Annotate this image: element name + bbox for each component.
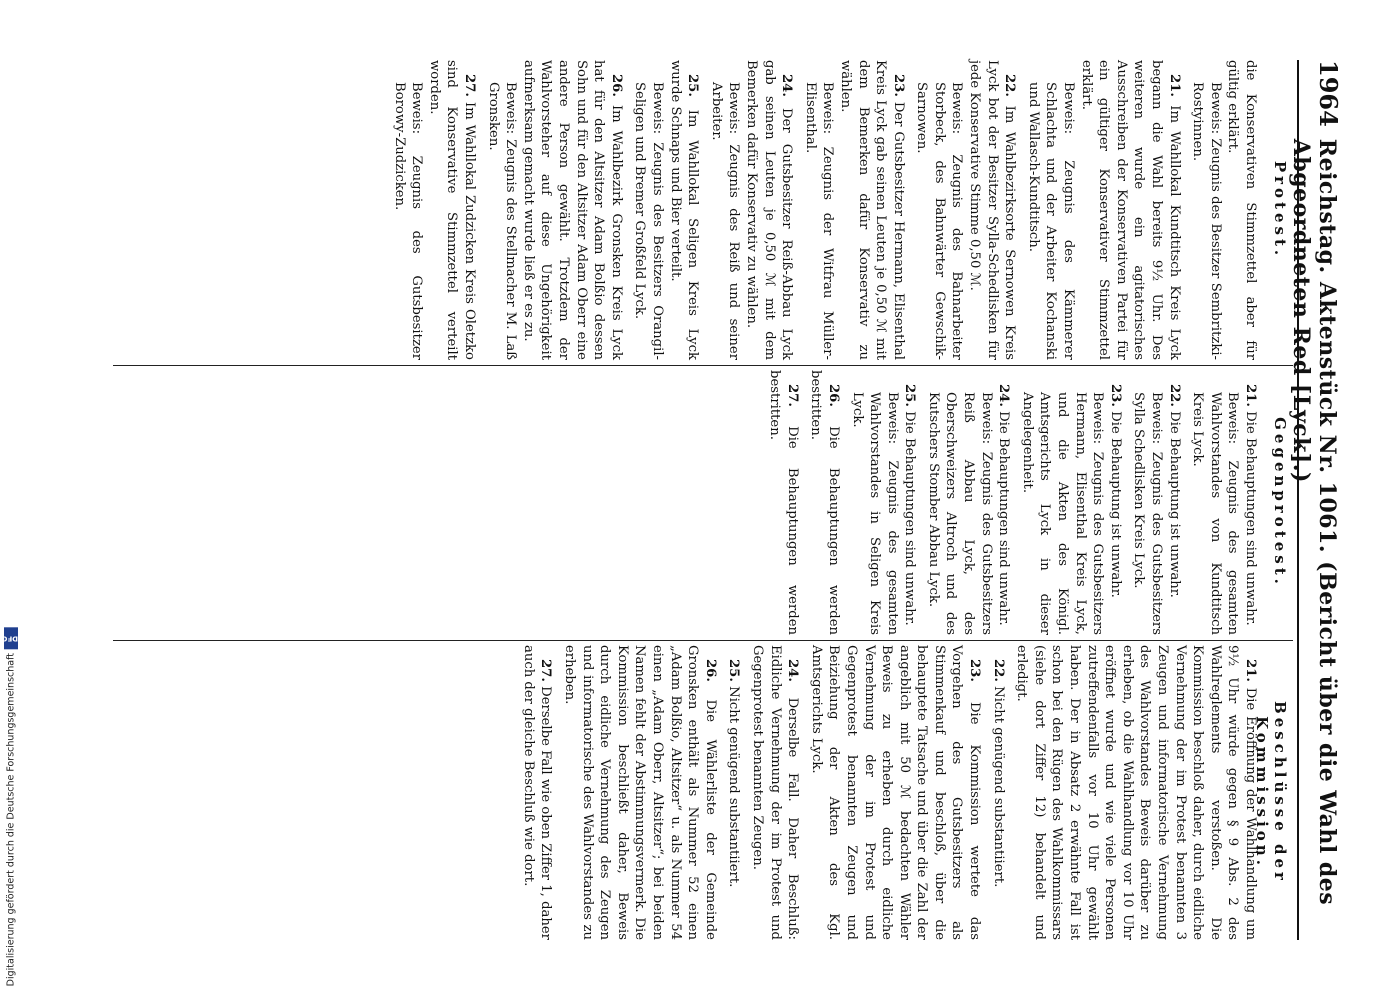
protest-entry	[913, 60, 1019, 360]
kommission-entry-text: Die Eröffnung der Wahlhandlung um 9½ Uhr würde gegen § 9 Abs. 2 des Wahlreglements verstoßen. Die Kommission beschloß daher, durch eidliche Vernehmung der im Protest benannten 3 Zeugen und informatorische Vernehmung des Wahlvorstandes Beweis darüber zu erheben, ob die Wahlhandlung vor 10 Uhr eröffnet wurde und wie viele Personen zutreffendenfalls vor 10 Uhr gewählt haben. Der in Absatz 2 erwähnte Fall ist schon bei den Rügen des Wahlkommissars (siehe dort Ziffer 12) behandelt und erledigt.	[1014, 645, 1258, 940]
protest-intro-beweis: Beweis: Zeugnis des Besitzer Sembritzki-Rostyinnen.	[1190, 82, 1223, 360]
gegenprotest-entry-text: Die Behauptungen sind unwahr.	[1243, 411, 1258, 626]
gegenprotest-entry	[807, 370, 842, 635]
protest-entry-number: 22.	[1002, 74, 1018, 97]
protest-entry	[390, 60, 478, 360]
kommission-entry-text: Derselbe Fall. Daher Beschluß: Eidliche Vernehmung der im Protest und Gegenprotest benannten Zeugen.	[749, 645, 801, 940]
protest-entry-text: Der Gutsbesitzer Reiß-Abbau Lyck gab seinen Leuten je 0,50 ℳ mit dem Bemerken dafür Konservativ zu wählen.	[743, 60, 795, 360]
kommission-entry-number: 21.	[1243, 659, 1258, 682]
protest-entry-number: 24.	[779, 74, 795, 97]
gegenprotest-entry	[1018, 370, 1124, 635]
kommission-entry-paragraph	[1013, 645, 1259, 940]
kommission-entry	[807, 645, 983, 940]
kommission-entry	[748, 645, 801, 940]
protest-entry	[484, 60, 625, 360]
protest-entry-number: 27.	[462, 74, 478, 97]
kommission-entry-number: 22.	[990, 659, 1006, 682]
gegenprotest-entry-text: Die Behauptungen werden bestritten.	[767, 370, 800, 635]
protest-entry-beweis: Beweis: Zeugnis des Kämmerer Schlachta und der Arbeiter Kochanski und Wallasch-Kundtitsch.	[1025, 82, 1077, 360]
kommission-entry-paragraph	[989, 645, 1007, 940]
protest-entry-text: Im Wahllokal Kundtitsch Kreis Lyck begann die Wahl bereits 9½ Uhr. Des weiteren wurde ein agitatorisches Ausschreiben der Konservativen Partei für ein gültiger Konservativer Stimmzettel erklärt.	[1078, 60, 1182, 360]
protest-entry-paragraph	[742, 60, 795, 360]
kommission-entry-text: Derselbe Fall wie oben Ziffer 1, daher auch der gleiche Beschluß wie dort.	[520, 645, 554, 940]
kommission-entry-paragraph	[725, 645, 743, 940]
kommission-entry-number: 23.	[967, 659, 983, 682]
kommission-entry	[560, 645, 718, 940]
protest-entry-number: 23.	[890, 74, 906, 97]
gegenprotest-entry-paragraph	[901, 370, 919, 635]
gegenprotest-entry-number: 26.	[825, 384, 841, 407]
protest-entry-beweis: Beweis: Zeugnis des Bahnarbeiter Storbeck, des Bahnwärter Gewschik-Sarnowen.	[914, 82, 965, 360]
kommission-entry	[519, 645, 554, 940]
protest-entry-text: Im Wahlbezirksorte Sernowen Kreis Lyck bot der Besitzer Sylla-Schedlisken für jede Konservative Stimme 0,50 ℳ.	[967, 60, 1018, 360]
page-title: Reichstag. Aktenstück Nr. 1061. (Bericht über die Wahl des Abgeordneten Red [Lyck].)	[1288, 138, 1340, 906]
protest-entry-number: 25.	[685, 74, 701, 97]
protest-entry	[707, 60, 795, 360]
running-header	[1288, 60, 1343, 940]
gegenprotest-entry-paragraph	[766, 370, 801, 635]
protest-entry-paragraph	[425, 60, 478, 360]
kommission-entry-number: 25.	[726, 659, 742, 682]
protest-entry-beweis: Beweis: Zeugnis des Reiß und seiner Arbeiter.	[708, 82, 742, 360]
protest-intro	[1189, 60, 1259, 360]
gegenprotest-entry	[924, 370, 1012, 635]
protest-entry-beweis: Beweis: Zeugnis der Witfrau Müller-Elisenthal.	[802, 82, 836, 360]
gegenprotest-entry-beweis: Beweis: Zeugnis des Gutsbesitzers Sylla Schedlisken Kreis Lyck.	[1131, 392, 1165, 635]
gegenprotest-entry-text: Die Behauptung ist unwahr.	[1107, 411, 1123, 598]
kommission-entry-text: Nicht genügend substantiiert.	[726, 686, 742, 888]
gegenprotest-entry-paragraph	[1165, 370, 1183, 635]
gegenprotest-entry-number: 22.	[1166, 384, 1182, 407]
protest-entry-number: 21.	[1166, 74, 1182, 97]
gegenprotest-entry-beweis: Beweis: Zeugnis des gesamten Wahlvorstandes in Seligen Kreis Lyck.	[849, 392, 900, 635]
gegenprotest-entry-number: 24.	[996, 384, 1012, 407]
protest-entry	[1024, 60, 1182, 360]
kommission-entry-paragraph	[748, 645, 801, 940]
gegenprotest-entry	[1130, 370, 1183, 635]
kommission-entry-text: Nicht genügend substantiiert.	[990, 686, 1006, 888]
kommission-entries	[519, 645, 1259, 940]
funding-note	[1, 627, 18, 986]
kommission-heading: Beschlüsse der Kommission.	[1253, 701, 1289, 884]
protest-entry-paragraph	[836, 60, 906, 360]
kommission-entry-paragraph	[560, 645, 718, 940]
gegenprotest-heading: Gegenprotest.	[1271, 417, 1289, 588]
gegenprotest-entry-paragraph	[807, 370, 842, 635]
protest-entry-beweis: Beweis: Zeugnis des Gutsbesitzer Borowy-Zudzicken.	[391, 82, 425, 360]
gegenprotest-entry-paragraph	[1241, 370, 1259, 635]
page-content	[43, 60, 1343, 940]
protest-entry-text: Der Gutsbesitzer Hermann, Elisenthal Kreis Lyck gab seinen Leuten je 0,50 ℳ mit dem Bemerken dafür Konservativ zu wählen.	[837, 60, 906, 360]
gegenprotest-entry	[1189, 370, 1259, 635]
protest-heading: Protest.	[1271, 160, 1289, 260]
protest-entry-beweis: Beweis: Zeugnis des Stellmacher M. Laß Gronsken.	[485, 82, 519, 360]
kommission-entry-number: 27.	[538, 659, 554, 682]
gegenprotest-entry-number: 27.	[784, 384, 800, 407]
protest-entry	[631, 60, 701, 360]
gegenprotest-entry-paragraph	[1106, 370, 1124, 635]
protest-entry-paragraph	[1077, 60, 1183, 360]
gegenprotest-entry-number: 25.	[902, 384, 918, 407]
protest-entry-text: Im Wahllokal Seligen Kreis Lyck wurde Schnaps und Bier verteilt.	[667, 60, 701, 360]
gegenprotest-entry-paragraph	[995, 370, 1013, 635]
protest-column	[384, 60, 1259, 360]
column-divider	[113, 640, 1293, 641]
kommission-entry-number: 26.	[702, 659, 718, 682]
protest-entry-paragraph	[519, 60, 625, 360]
kommission-entry-paragraph	[807, 645, 983, 940]
protest-entry	[801, 60, 907, 360]
gegenprotest-entry-beweis: Beweis: Zeugnis des gesamten Wahlvorstandes von Kundtitsch Kreis Lyck.	[1190, 392, 1241, 635]
kommission-entry-number: 24.	[785, 659, 801, 682]
gegenprotest-entry-beweis: Beweis: Zeugnis des Gutsbesitzers Reiß Abbau Lyck, des Oberschweizers Altroch und des Kutschers Stomber Abbau Lyck.	[925, 392, 994, 635]
gegenprotest-entry-text: Die Behauptungen sind unwahr.	[996, 411, 1012, 626]
gegenprotest-column	[760, 370, 1259, 635]
gegenprotest-entry-number: 23.	[1107, 384, 1123, 407]
protest-entry-text: Im Wahlbezirk Gronsken Kreis Lyck hat für den Altsitzer Adam Bolßio dessen Sohn und für den Altsitzer Adam Oberr eine andere Person gewählt. Trotzdem der Wahlvorsteher auf diese Ungehörigkeit aufmerksam gemacht wurde ließ er es zu.	[520, 60, 624, 361]
gegenprotest-entry-text: Die Behauptungen sind unwahr.	[902, 411, 918, 626]
kommission-entry	[989, 645, 1007, 940]
gegenprotest-entry	[848, 370, 918, 635]
gegenprotest-entry-number: 21.	[1243, 384, 1258, 407]
gegenprotest-entry-text: Die Behauptung ist unwahr.	[1166, 411, 1182, 598]
kommission-entry-text: Die Kommission wertete das Vorgehen des Gutsbesitzers als Stimmenkauf und beschloß, über die behauptete Tatsache und über die Zahl der angeblich mit 50 ℳ bedachten Wähler Beweis zu erheben durch eidliche Vernehmung der im Protest und Gegenprotest benannten Zeugen und Beiziehung der Akten des Kgl. Amtsgerichts Lyck.	[808, 645, 983, 940]
gegenprotest-entry-beweis: Beweis: Zeugnis des Gutsbesitzers Hermann, Elisenthal Kreis Lyck, und die Akten des Königl. Amtsgerichts Lyck in dieser Angelegenheit.	[1019, 392, 1106, 635]
protest-intro-text: die Konservativen Stimmzettel aber für gültig erklärt.	[1225, 60, 1258, 360]
dfg-logo-icon: DFG	[4, 627, 18, 649]
protest-entries	[390, 60, 1183, 360]
kommission-entry-text: Die Wählerliste der Gemeinde Gronsken enthält als Nummer 52 einen „Adam Bolßio, Altsitzer“ u. als Nummer 54 einen „Adam Oberr, Altsitzer“; bei beiden Namen fehlt der Abstimmungsvermerk. Die Kommission beschließt daher, Beweis durch eidliche Vernehmung des Zeugen und informatorische des Wahlvorstandes zu erheben.	[562, 645, 718, 940]
protest-entry-number: 26.	[608, 74, 624, 97]
column-divider	[113, 365, 1293, 366]
page-number: 1964	[1314, 60, 1343, 127]
protest-entry-paragraph	[666, 60, 701, 360]
gegenprotest-entry	[766, 370, 801, 635]
kommission-entry	[1013, 645, 1259, 940]
kommission-column	[513, 645, 1259, 940]
funding-note-text: Digitalisierung gefördert durch die Deutsche Forschungsgemeinschaft	[5, 652, 17, 986]
protest-entry-beweis: Beweis: Zeugnis des Besitzers Orangil-Seligen und Bremer Großfeld Lyck.	[632, 82, 665, 360]
protest-entry-text: Im Wahllokal Zudzicken Kreis Oletzko sind Konservative Stimmzettel verteilt worden.	[426, 60, 478, 360]
kommission-entry-paragraph	[519, 645, 554, 940]
protest-entry-paragraph	[966, 60, 1019, 360]
kommission-entry	[725, 645, 743, 940]
gegenprotest-entries	[766, 370, 1259, 635]
gegenprotest-entry-text: Die Behauptungen werden bestritten.	[808, 370, 841, 635]
